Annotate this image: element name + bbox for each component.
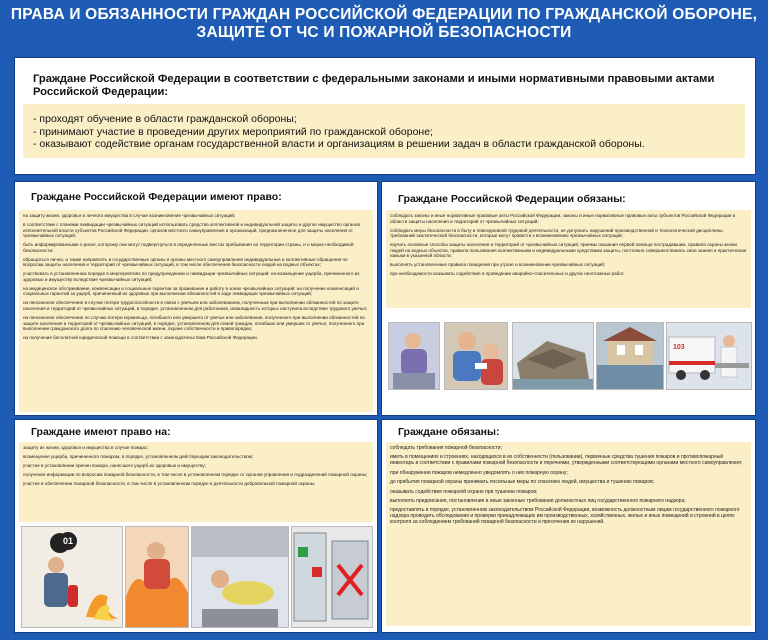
duties-rf-list (390, 213, 748, 280)
fire-duties-panel (381, 419, 756, 633)
rights-rf-heading: Граждане Российской Федерации имеют право: (31, 191, 282, 203)
fire-rights-panel (14, 419, 378, 633)
list-item: соблюдать требования пожарной безопасности; (390, 445, 502, 451)
list-item: иметь в помещениях и строениях, находящихся в их собственности (пользовании), первичные средства тушения пожаров и противопожарный инвентарь в соответствии с правилами пожарной безопасности и перечнями, утвержденными соответствующими органами местного самоуправления; (390, 454, 743, 467)
rescue-child-illustration (125, 526, 189, 628)
list-item: соблюдать меры безопасности в быту и повседневной трудовой деятельности, не допускать нарушений производственной и технологической дисциплины, требований экологической безопасности, которые могут привести к возникновению чрезвычайных ситуаций; (390, 227, 724, 239)
list-item: предоставлять в порядке, установленном законодательством Российской Федерации, возможность должностным лицам государственного пожарного надзора проводить обследования и проверки принадлежащих им производственных, хозяйственных, жилых и иных помещений и строений в целях контроля за соблюдением требований пожарной безопасности и пресечения их нарушений. (390, 507, 740, 526)
poster-title (0, 6, 768, 42)
list-item: возмещение ущерба, причиненного пожаром, в порядке, установленном действующим законодательством; (23, 453, 254, 459)
list-item: на пенсионное обеспечение в случае потери трудоспособности в связи с увечьем или заболеванием, полученным при выполнении обязанностей по защите населения и территорий от чрезвычайных ситуаций, в порядке, установленном для работников, инвалидность которых наступила вследствие трудового увечья; (23, 300, 368, 312)
rights-rf-panel (14, 181, 378, 416)
list-item: защиту их жизни, здоровья и имущества в случае пожара; (23, 445, 148, 450)
fire-rights-list (23, 445, 369, 490)
duties-rf-panel (381, 181, 756, 416)
title-line-1: ПРАВА И ОБЯЗАННОСТИ ГРАЖДАН РОССИЙСКОЙ ФЕДЕРАЦИИ ПО ГРАЖДАНСКОЙ ОБОРОНЕ, (10, 6, 758, 23)
list-item: на защиту жизни, здоровья и личного имущества в случае возникновения чрезвычайных ситуаций; (23, 213, 236, 218)
top-items-list (33, 113, 743, 151)
list-item: выполнять предписания, постановления и иные законные требования должностных лиц государственного пожарного надзора; (390, 497, 686, 504)
list-item: при обнаружении пожаров немедленно уведомлять о них пожарную охрану; (390, 469, 568, 476)
fire-rights-heading: Граждане имеют право на: (31, 426, 171, 438)
top-heading: Граждане Российской Федерации в соответствии с федеральными законами и иными нормативными правовыми актами Российской Федерации: (33, 73, 715, 98)
list-item: участвовать в установленном порядке в мероприятиях по предупреждению и ликвидации чрезвычайных ситуаций; на возмещение ущерба, причиненного их здоровью и имуществу вследствие чрезвычайных ситуаций; (23, 271, 360, 282)
bandaging-illustration (444, 322, 508, 390)
list-item: получение информации по вопросам пожарной безопасности, в том числе в установленном порядке от органов управления и подразделений пожарной охраны; (23, 471, 368, 477)
ambulance-illustration (666, 322, 752, 390)
phone-number-label: 01 (59, 532, 77, 550)
list-item: на пенсионное обеспечение по случаю потери кормильца, погибшего или умершего от увечья или заболевания, полученного при выполнении обязанностей по защите населения и территорий от чрезвычайных ситуаций, в порядке, установленном для семей граждан, погибших или умерших от увечья, полученного при выполнении гражданского долга по спасению человеческой жизни, охране собственности и правопорядка; (23, 315, 365, 332)
top-panel (14, 57, 756, 175)
list-item: при необходимости оказывать содействие в проведении аварийно-спасательных и других неотложных работ. (390, 271, 625, 277)
flood-house-illustration (596, 322, 664, 390)
list-item: на медицинское обслуживание, компенсации и социальные гарантии за проживание и работу в зонах чрезвычайных ситуаций; на получение компенсаций и социальных гарантий за ущерб, причиненный их здоровью при выполнении обязанностей в ходе ликвидации чрезвычайных ситуаций; (23, 285, 359, 297)
duties-rf-heading: Граждане Российской Федерации обязаны: (398, 193, 626, 205)
fire-duties-list (390, 445, 748, 529)
top-item: - принимают участие в проведении других мероприятий по гражданской обороне; (33, 125, 433, 138)
rights-rf-list (23, 213, 369, 344)
fire-duties-heading: Граждане обязаны: (398, 426, 500, 438)
list-item: в соответствии с планами ликвидации чрезвычайных ситуаций использовать средства коллективной и индивидуальной защиты и другое имущество органов исполнительной власти субъектов Российской Федерации, органов местного самоуправления и организаций, предназначенное для защиты населения от чрезвычайных ситуаций; (23, 221, 360, 239)
top-item: - проходят обучение в области гражданской обороны; (33, 113, 297, 125)
list-item: на получение бесплатной юридической помощи в соответствии с законодательством Российской Федерации. (23, 335, 258, 341)
list-item: участие в обеспечении пожарной безопасности, в том числе в установленном порядке в деятельности добровольной пожарной охраны. (23, 480, 316, 486)
title-line-2: ЗАЩИТЕ ОТ ЧС И ПОЖАРНОЙ БЕЗОПАСНОСТИ (196, 24, 572, 41)
evacuation-sign-illustration (291, 526, 373, 628)
list-item: участие в установлении причин пожара, нанесшего ущерб их здоровью и имуществу; (23, 462, 206, 468)
list-item: соблюдать законы и иные нормативные правовые акты Российской Федерации, законы и иные нормативные правовые акты субъектов Российской Федерации в области защиты населения и территорий от чрезвычайных ситуаций; (390, 213, 736, 224)
list-item: быть информированными о риске, которому они могут подвергнуться в определенных местах пребывания на территории страны, и о мерах необходимой безопасности; (23, 242, 354, 253)
list-item: обращаться лично, а также направлять в государственные органы и органы местного самоуправления индивидуальные и коллективные обращения по вопросам защиты населения и территорий от чрезвычайных ситуаций, в том числе обеспечения безопасности людей на водных объектах; (23, 256, 348, 268)
ambulance-number-label: 103 (673, 344, 685, 351)
list-item: до прибытия пожарной охраны принимать посильные меры по спасению людей, имущества и тушению пожаров; (390, 479, 655, 486)
collapsed-house-illustration (512, 322, 594, 390)
first-aid-illustration (388, 322, 440, 390)
list-item: изучать основные способы защиты населения и территорий от чрезвычайных ситуаций, приемы оказания первой помощи пострадавшим, правила охраны жизни людей на водных объектах, правила пользования коллективными и индивидуальными средствами защиты, постоянно совершенствовать свои знания и практические навыки в указанной области; (390, 242, 747, 259)
list-item: оказывать содействие пожарной охране при тушении пожаров; (390, 488, 538, 495)
top-item: - оказывают содействие органам государственной власти и организациям в решении задач в области гражданской обороны. (33, 138, 645, 150)
list-item: выполнять установленные правила поведения при угрозе и возникновении чрезвычайных ситуаций; (390, 262, 606, 268)
crawling-escape-illustration (191, 526, 289, 628)
